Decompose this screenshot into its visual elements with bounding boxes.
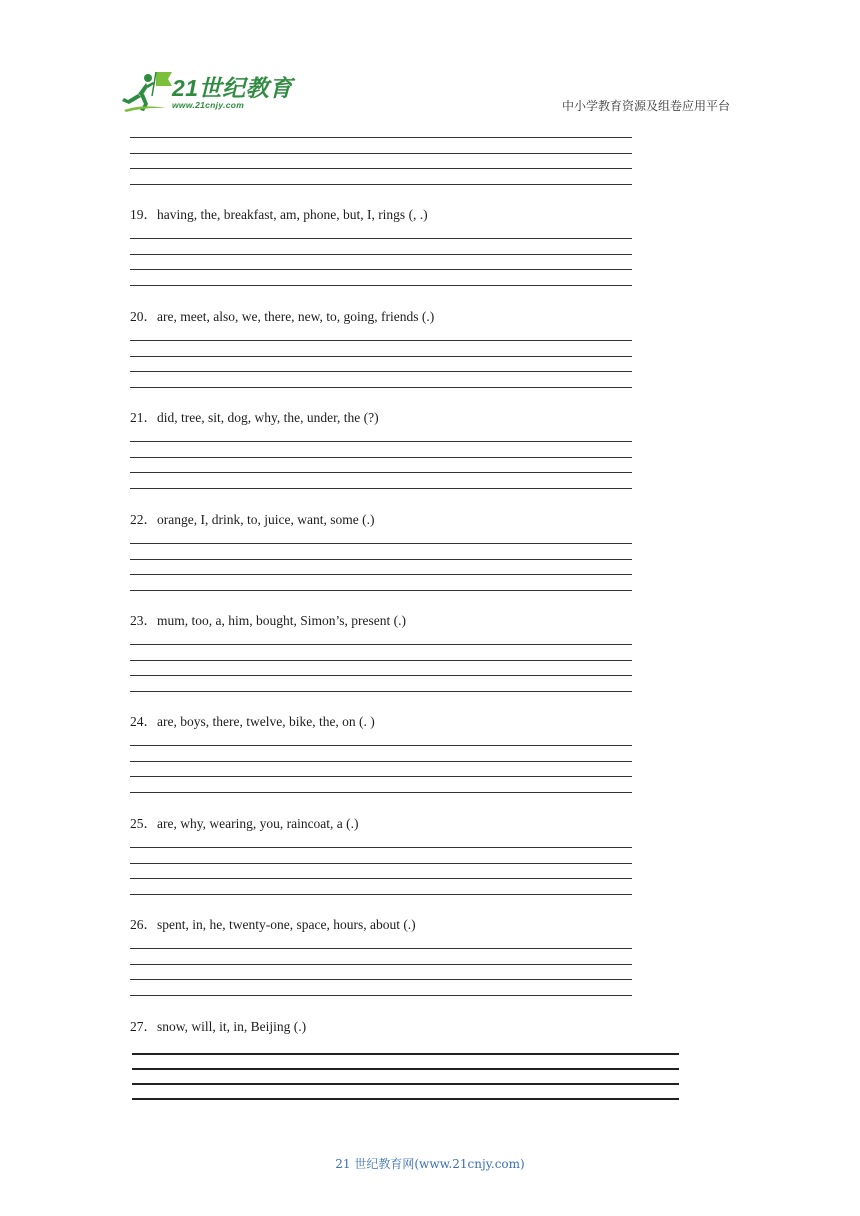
question-22 bbox=[130, 512, 374, 528]
question-text: spent, in, he, twenty-one, space, hours, about (.) bbox=[157, 917, 416, 932]
question-20 bbox=[130, 309, 434, 325]
question-27 bbox=[130, 1019, 306, 1035]
question-text: did, tree, sit, dog, why, the, under, the (?) bbox=[157, 410, 379, 425]
header-tagline: 中小学教育资源及组卷应用平台 bbox=[561, 99, 730, 113]
question-text: mum, too, a, him, bought, Simon’s, present (.) bbox=[157, 613, 406, 628]
runner-icon bbox=[122, 70, 174, 116]
answer-lines[interactable] bbox=[130, 340, 632, 402]
answer-lines[interactable] bbox=[130, 543, 632, 605]
question-number: 22． bbox=[130, 512, 157, 527]
question-number: 23． bbox=[130, 613, 157, 628]
answer-lines[interactable] bbox=[130, 441, 632, 503]
question-number: 24． bbox=[130, 714, 157, 729]
question-number: 20． bbox=[130, 309, 157, 324]
question-number: 25． bbox=[130, 816, 157, 831]
answer-lines[interactable] bbox=[130, 238, 632, 300]
question-19 bbox=[130, 207, 428, 223]
question-21 bbox=[130, 410, 379, 426]
question-24 bbox=[130, 714, 375, 730]
question-text: are, meet, also, we, there, new, to, going, friends (.) bbox=[157, 309, 435, 324]
answer-lines[interactable] bbox=[130, 137, 632, 199]
question-number: 26． bbox=[130, 917, 157, 932]
page-footer: 21 世纪教育网(www.21cnjy.com) bbox=[335, 1157, 525, 1171]
question-25 bbox=[130, 816, 359, 832]
question-number: 27． bbox=[130, 1019, 157, 1034]
question-26 bbox=[130, 917, 416, 933]
logo-wordmark: 21世纪教育 bbox=[172, 75, 293, 101]
answer-lines[interactable] bbox=[132, 1053, 679, 1113]
question-number: 21． bbox=[130, 410, 157, 425]
question-number: 19． bbox=[130, 207, 157, 222]
site-logo[interactable] bbox=[122, 70, 292, 116]
page-header bbox=[0, 0, 860, 130]
question-23 bbox=[130, 613, 406, 629]
answer-lines[interactable] bbox=[130, 745, 632, 807]
question-text: having, the, breakfast, am, phone, but, I, rings (, .) bbox=[157, 207, 428, 222]
question-text: are, boys, there, twelve, bike, the, on (. ) bbox=[157, 714, 375, 729]
question-text: snow, will, it, in, Beijing (.) bbox=[157, 1019, 307, 1034]
question-text: are, why, wearing, you, raincoat, a (.) bbox=[157, 816, 359, 831]
answer-lines[interactable] bbox=[130, 847, 632, 909]
question-text: orange, I, drink, to, juice, want, some (.) bbox=[157, 512, 375, 527]
logo-url: www.21cnjy.com bbox=[172, 100, 245, 110]
answer-lines[interactable] bbox=[130, 948, 632, 1010]
answer-lines[interactable] bbox=[130, 644, 632, 706]
